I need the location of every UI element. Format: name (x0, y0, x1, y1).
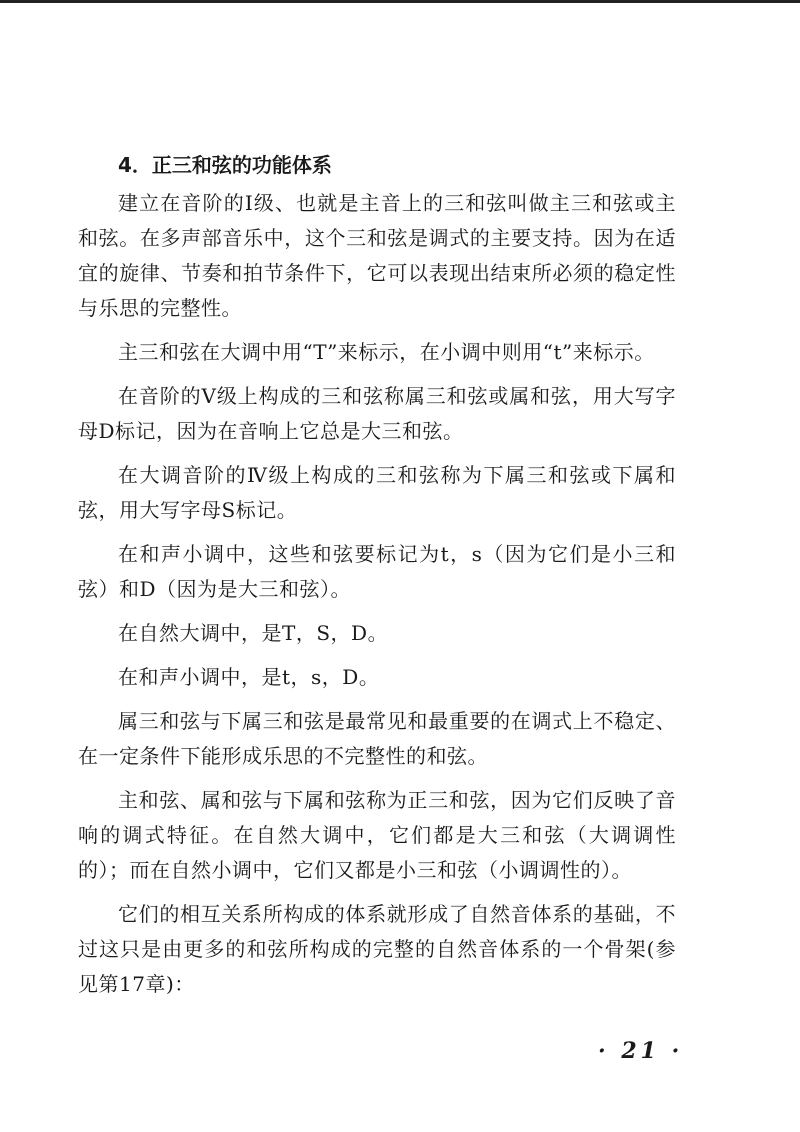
paragraph-diatonic-system: 它们的相互关系所构成的体系就形成了自然音体系的基础，不过这只是由更多的和弦所构成的完整的自然音体系的一个骨架(参见第17章)： (78, 902, 676, 996)
paragraph-dominant: 在音阶的Ⅴ级上构成的三和弦称属三和弦或属和弦，用大写字母D标记，因为在音响上它总是大三和弦。 (78, 384, 676, 443)
page-number: · 21 · (598, 1038, 684, 1064)
paragraph-harmonic-minor-symbols: 在和声小调中，这些和弦要标记为t，s（因为它们是小三和弦）和D（因为是大三和弦）。 (78, 542, 676, 601)
paragraph-natural-major: 在自然大调中，是T，S，D。 (118, 621, 389, 645)
paragraph-subdominant: 在大调音阶的Ⅳ级上构成的三和弦称为下属三和弦或下属和弦，用大写字母S标记。 (78, 463, 676, 522)
top-border-line (0, 0, 800, 3)
paragraph-unstable-chords: 属三和弦与下属三和弦是最常见和最重要的在调式上不稳定、在一定条件下能形成乐思的不完整性的和弦。 (78, 709, 676, 768)
paragraph-tonic-definition: 建立在音阶的Ⅰ级、也就是主音上的三和弦叫做主三和弦或主和弦。在多声部音乐中，这个三和弦是调式的主要支持。因为在适宜的旋律、节奏和拍节条件下，它可以表现出结束所必须的稳定性与乐思的完整性。 (78, 191, 676, 320)
paragraph-primary-triads: 主和弦、属和弦与下属和弦称为正三和弦，因为它们反映了音响的调式特征。在自然大调中，它们都是大三和弦（大调调性的）；而在自然小调中，它们又都是小三和弦（小调调性的）。 (78, 788, 676, 882)
page-body (78, 148, 676, 1011)
section-heading: 4．正三和弦的功能体系 (118, 153, 332, 177)
paragraph-harmonic-minor: 在和声小调中，是t，s，D。 (118, 665, 380, 689)
paragraph-tonic-symbol: 主三和弦在大调中用“T”来标示，在小调中则用“t”来标示。 (118, 340, 655, 364)
